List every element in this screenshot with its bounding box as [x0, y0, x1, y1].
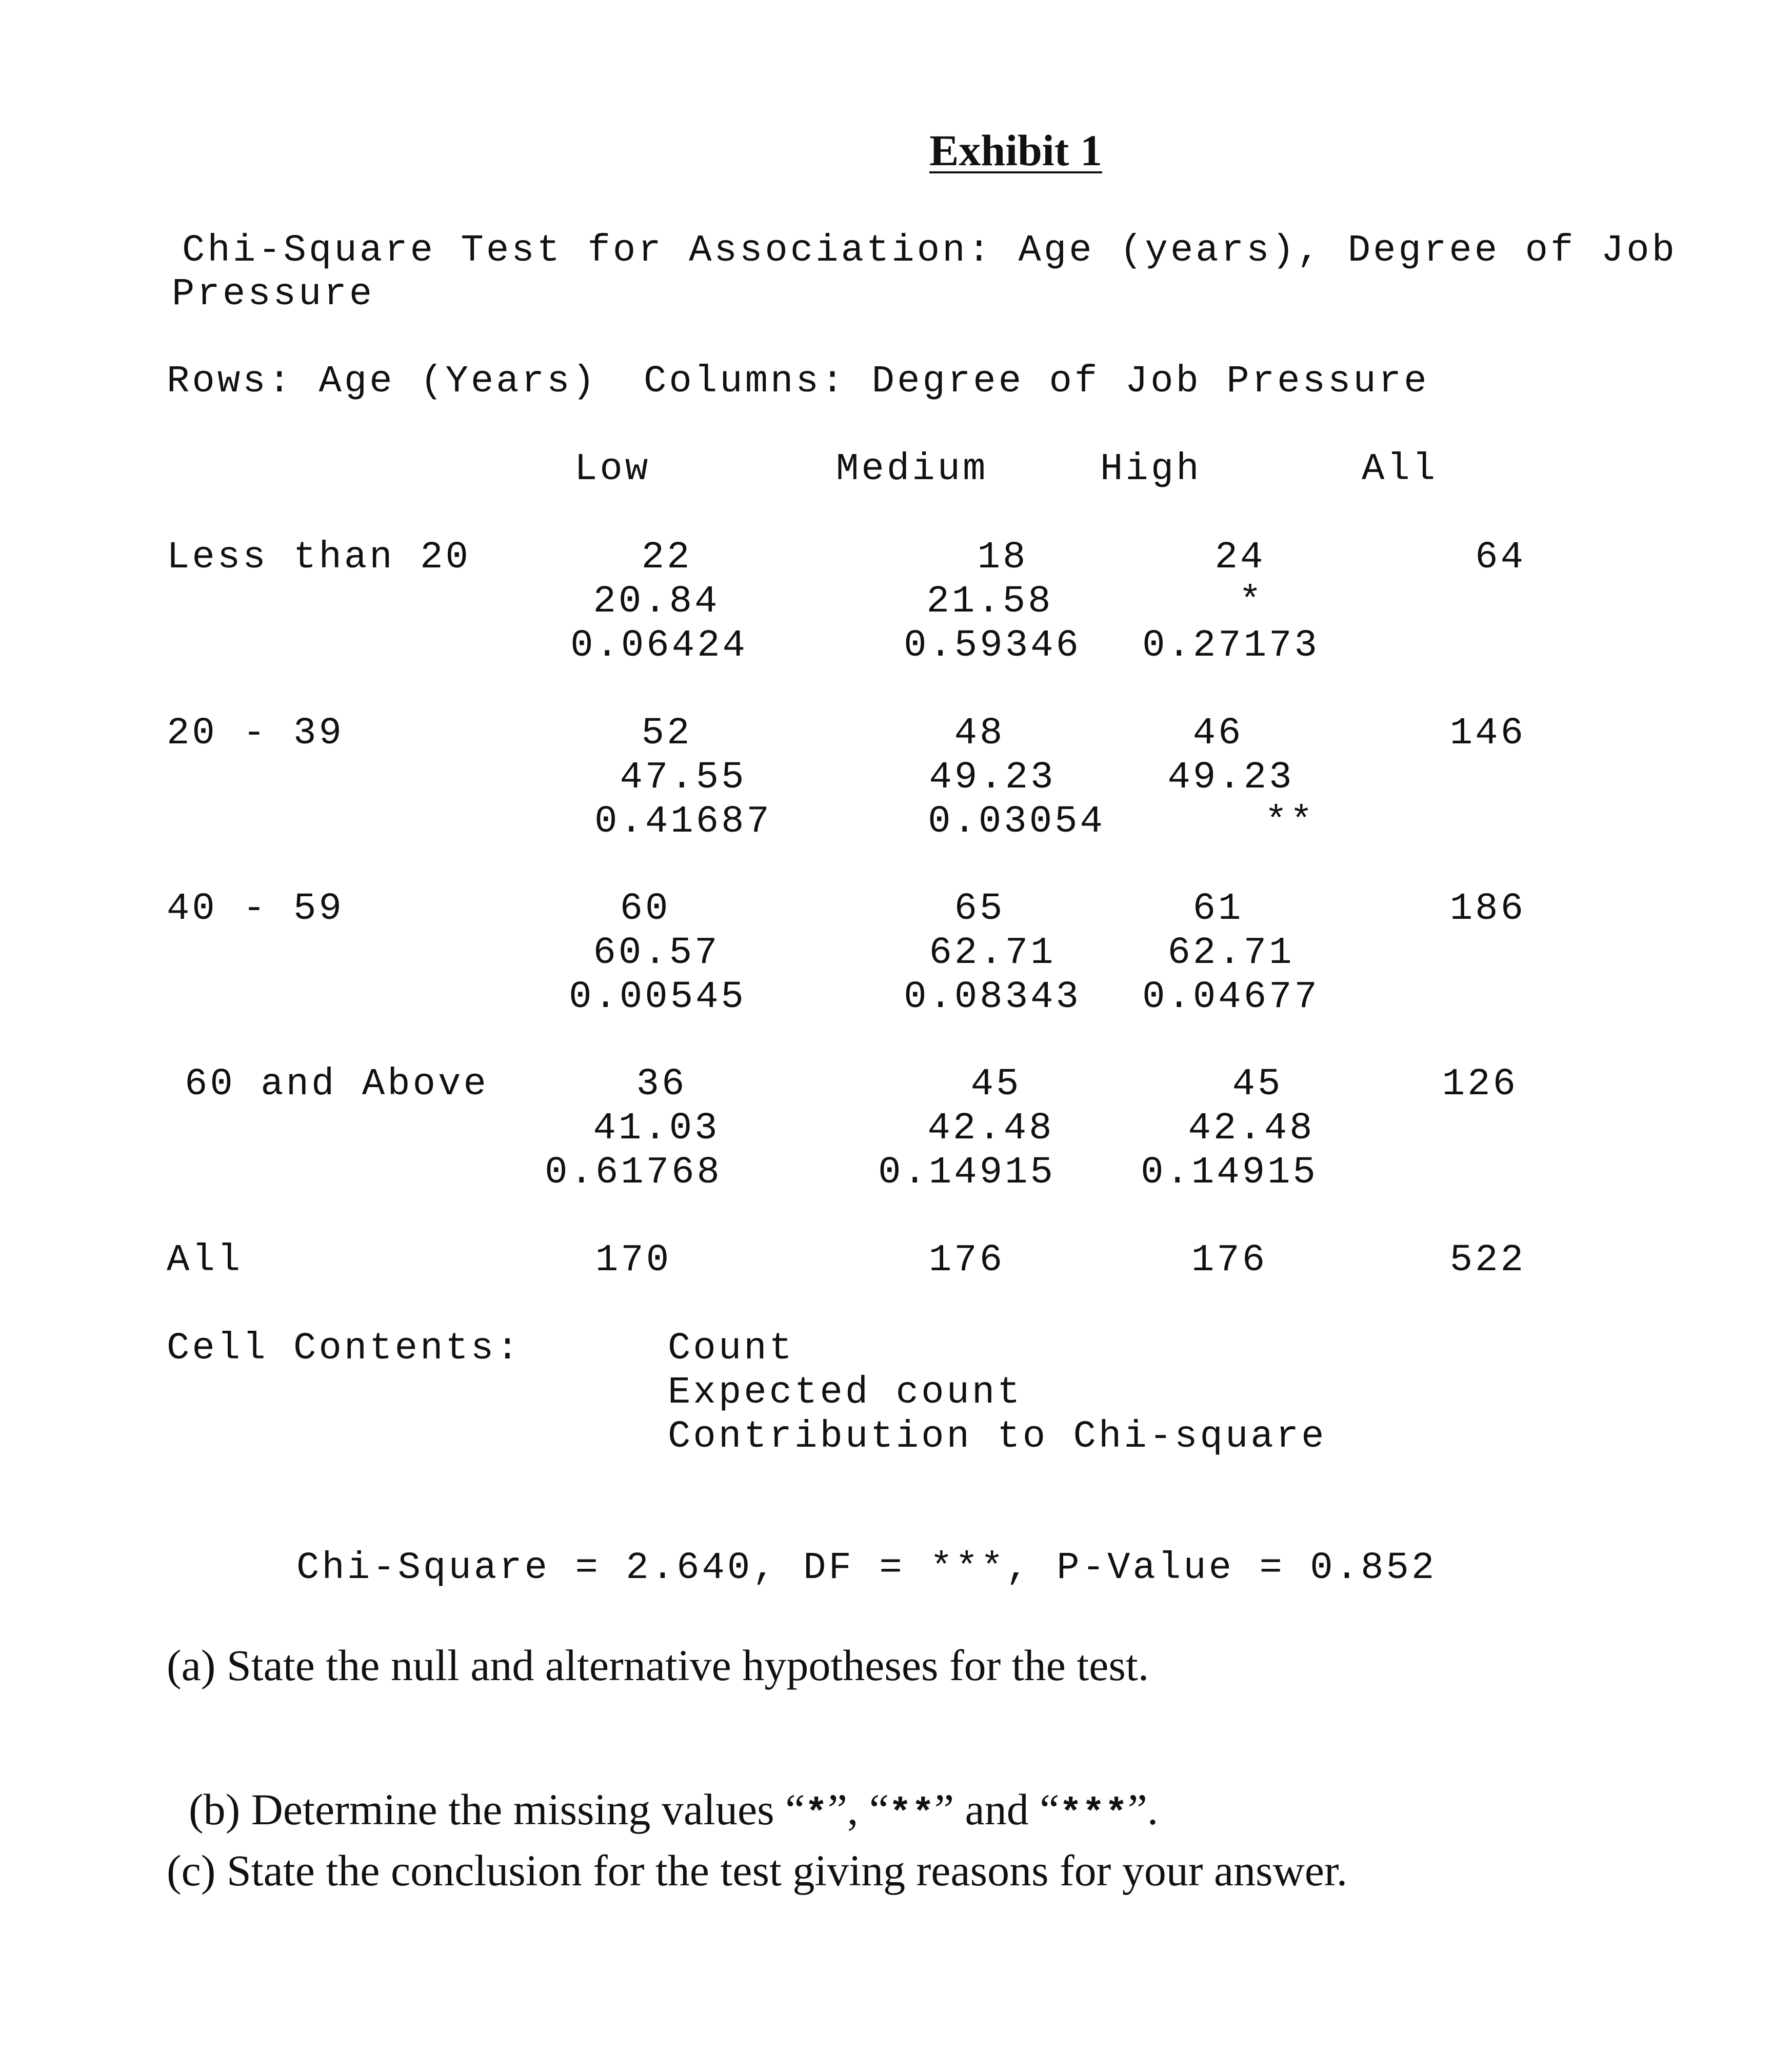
question-b-prefix: (b) Determine the missing values “ — [189, 1785, 805, 1834]
cell-contribution: 0.14915 — [878, 1151, 1056, 1194]
cell-contribution: 0.06424 — [570, 624, 748, 667]
chi-square-summary: Chi-Square = 2.640, DF = ***, P-Value = 0.852 — [296, 1547, 1437, 1590]
cell-count: 45 — [1232, 1063, 1283, 1106]
cell-count: 65 — [954, 888, 1005, 931]
cell-expected: 42.48 — [927, 1107, 1054, 1150]
cell-count: 24 — [1214, 536, 1266, 579]
question-b — [167, 1743, 1158, 1834]
row-total: 64 — [1475, 536, 1526, 579]
rows-label: Rows: Age (Years) — [167, 360, 598, 403]
cell-contribution: 0.04677 — [1142, 976, 1320, 1019]
cell-expected: 20.84 — [593, 580, 720, 623]
totals-label: All — [167, 1239, 243, 1282]
cell-count: 52 — [641, 712, 692, 755]
columns-label: Columns: Degree of Job Pressure — [644, 360, 1429, 403]
total-low: 170 — [595, 1239, 672, 1282]
question-b-sep2: ” and “ — [934, 1785, 1060, 1834]
row-total: 186 — [1449, 888, 1526, 931]
cell-count: 22 — [641, 536, 692, 579]
question-c: (c) State the conclusion for the test giving reasons for your answer. — [167, 1846, 1348, 1895]
cell-count: 45 — [970, 1063, 1022, 1106]
total-medium: 176 — [928, 1239, 1005, 1282]
cell-count: 36 — [636, 1063, 687, 1106]
cell-contribution: 0.14915 — [1141, 1151, 1318, 1194]
column-header-all: All — [1362, 448, 1438, 491]
cell-contribution: 0.27173 — [1142, 624, 1320, 667]
cell-contribution: 0.03054 — [928, 800, 1105, 843]
row-label: 40 - 59 — [167, 888, 344, 931]
cell-contribution: 0.00545 — [569, 976, 746, 1019]
cell-expected: 60.57 — [593, 932, 720, 975]
cell-expected: 62.71 — [1167, 932, 1295, 975]
total-high: 176 — [1191, 1239, 1268, 1282]
question-a: (a) State the null and alternative hypotheses for the test. — [167, 1641, 1149, 1690]
grand-total: 522 — [1449, 1239, 1526, 1282]
cell-contribution: 0.59346 — [904, 624, 1081, 667]
missing-value-double-star: ** — [1264, 800, 1316, 843]
cell-count: 46 — [1192, 712, 1244, 755]
cell-expected: 42.48 — [1188, 1107, 1315, 1150]
question-b-sep1: ”, “ — [827, 1785, 889, 1834]
cell-count: 18 — [977, 536, 1028, 579]
cell-expected: 41.03 — [593, 1107, 720, 1150]
cell-count: 48 — [954, 712, 1005, 755]
question-b-suffix: ”. — [1127, 1785, 1159, 1834]
cell-contribution: 0.41687 — [594, 800, 772, 843]
question-b-star3: *** — [1059, 1793, 1128, 1836]
question-b-star2: ** — [889, 1793, 934, 1836]
row-label: 60 and Above — [185, 1063, 489, 1106]
question-b-star1: * — [805, 1793, 828, 1836]
cell-expected: 62.71 — [929, 932, 1056, 975]
cell-expected: 49.23 — [1167, 756, 1295, 799]
column-header-medium: Medium — [836, 448, 988, 491]
column-header-low: Low — [574, 448, 651, 491]
cell-count: 61 — [1192, 888, 1244, 931]
test-title-line1: Chi-Square Test for Association: Age (years), Degree of Job — [182, 229, 1678, 272]
test-title-line2: Pressure — [172, 273, 375, 316]
row-label: 20 - 39 — [167, 712, 344, 755]
row-total: 146 — [1449, 712, 1526, 755]
cell-contents-item: Expected count — [668, 1371, 1023, 1414]
exhibit-title: Exhibit 1 — [929, 126, 1102, 175]
cell-contents-item: Contribution to Chi-square — [668, 1415, 1327, 1458]
missing-value-star: * — [1239, 580, 1264, 623]
cell-contents-item: Count — [668, 1327, 795, 1370]
cell-expected: 49.23 — [929, 756, 1056, 799]
column-header-high: High — [1100, 448, 1202, 491]
cell-contribution: 0.08343 — [904, 976, 1081, 1019]
cell-count: 60 — [620, 888, 671, 931]
cell-expected: 47.55 — [620, 756, 747, 799]
cell-expected: 21.58 — [926, 580, 1053, 623]
row-label: Less than 20 — [167, 536, 471, 579]
row-total: 126 — [1442, 1063, 1518, 1106]
cell-contribution: 0.61768 — [545, 1151, 722, 1194]
cell-contents-label: Cell Contents: — [167, 1327, 522, 1370]
